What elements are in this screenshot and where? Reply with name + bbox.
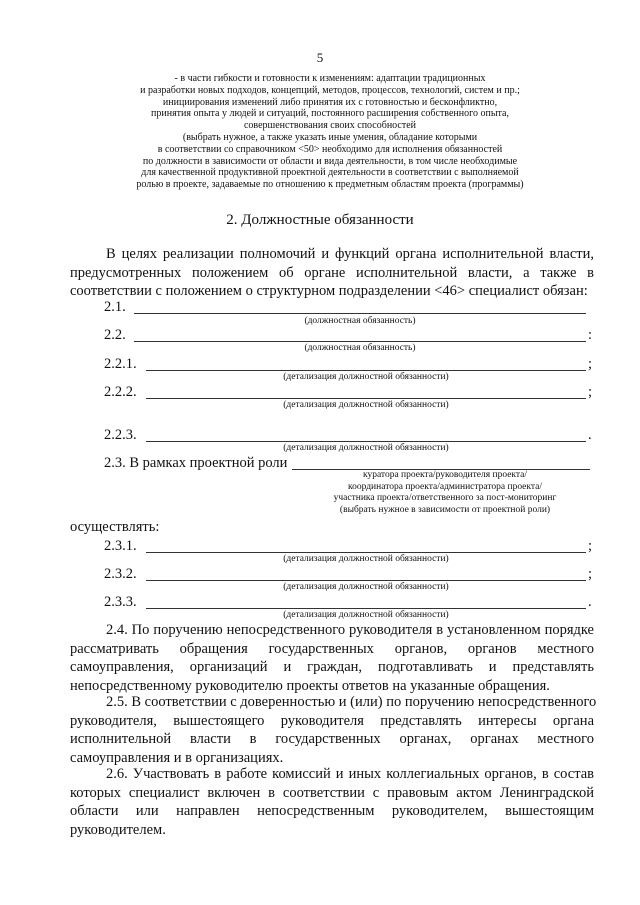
sub-duty-end-mark: ; <box>588 566 593 582</box>
role-options <box>300 470 590 516</box>
note-line: совершенствования своих способностей <box>243 120 417 132</box>
duty-blank-line <box>146 370 586 371</box>
paragraph-2-6 <box>70 765 594 839</box>
duty-caption: (детализация должностной обязанности) <box>283 372 449 382</box>
para-line: области или направлен непосредственным руководителем, вышестоящим <box>70 803 594 819</box>
note-line: и разработки новых подходов, концепций, методов, процессов, технологий, систем и пр.; <box>140 84 520 96</box>
role-item-text: 2.3. В рамках проектной роли <box>104 455 288 471</box>
duty-blank-line <box>146 441 586 442</box>
role-option: куратора проекта/руководителя проекта/ <box>362 470 528 480</box>
sub-duty-number: 2.3.3. <box>104 594 137 610</box>
section-title: 2. Должностные обязанности <box>226 212 414 228</box>
duty-caption: (должностная обязанность) <box>304 316 416 326</box>
role-option: координатора проекта/администратора проекта/ <box>347 481 543 492</box>
intro-paragraph <box>70 245 594 301</box>
role-continuation: осуществлять: <box>70 519 160 535</box>
para-line: которых специалист включен в соответствии с правовым актом Ленинградской <box>70 784 594 801</box>
para-line: непосредственному руководителю проекты ответов на указанные обращения. <box>70 677 550 694</box>
para-line: руководителя, вышестоящего руководителя представлять интересы органа <box>70 712 594 729</box>
sub-duty-blank-line <box>146 608 586 609</box>
duty-blank-line <box>134 341 586 342</box>
sub-duty-caption: (детализация должностной обязанности) <box>283 554 449 564</box>
duty-blank-line <box>134 313 586 314</box>
duty-number: 2.2.1. <box>104 356 137 372</box>
role-option: участника проекта/ответственного за пост-мониторинг <box>333 493 557 503</box>
para-line: самоуправления и в организациях. <box>70 749 284 766</box>
sub-duty-number: 2.3.2. <box>104 566 137 582</box>
para-line: рассматривать обращения государственных органов, органов местного <box>70 640 594 657</box>
paragraph-2-4 <box>70 621 594 695</box>
duty-blank-line <box>146 398 586 399</box>
note-line: в соответствии со справочником <50> необходимо для исполнения обязанностей <box>157 143 503 155</box>
sub-duty-number: 2.3.1. <box>104 538 137 554</box>
para-line: самоуправления, организаций и граждан, подготавливать и представлять <box>70 659 594 675</box>
para-line: руководителем. <box>70 821 166 838</box>
note-line: принятия опыта у людей и ситуаций, постоянного расширения собственного опыта, <box>151 108 509 120</box>
para-line: 2.4. По поручению непосредственного руководителя в установленном порядке <box>106 622 594 638</box>
duty-caption: (детализация должностной обязанности) <box>283 400 449 410</box>
duty-end-mark: . <box>588 427 592 443</box>
duty-end-mark: ; <box>588 384 593 400</box>
duty-number: 2.1. <box>104 299 126 315</box>
duty-caption: (детализация должностной обязанности) <box>283 443 449 453</box>
duty-end-mark: : <box>588 327 593 343</box>
intro-line: В целях реализации полномочий и функций органа исполнительной власти, <box>106 246 594 262</box>
note-line: ролью в проекте, задаваемые по отношению к предметным областям проекта (программы) <box>136 179 524 191</box>
sub-duty-end-mark: ; <box>588 538 593 554</box>
sub-duty-blank-line <box>146 552 586 553</box>
sub-duty-caption: (детализация должностной обязанности) <box>283 610 449 620</box>
page-number: 5 <box>316 50 324 65</box>
note-line: для качественной продуктивной проектной деятельности в соответствии с выполняемой <box>141 167 519 179</box>
role-option: (выбрать нужное в зависимости от проектной роли) <box>339 504 551 515</box>
para-line: 2.5. В соответствии с доверенностью и (или) по поручению непосредственного <box>106 694 597 710</box>
para-line: исполнительной власти в государственных органах, органах местного <box>70 731 594 747</box>
note-line: (выбрать нужное, а также указать иные умения, обладание которыми <box>182 131 478 143</box>
paragraph-2-5 <box>70 693 597 767</box>
skills-note <box>100 73 560 191</box>
duty-end-mark: ; <box>588 356 593 372</box>
duty-caption: (должностная обязанность) <box>304 343 416 353</box>
sub-duty-end-mark: . <box>588 594 592 610</box>
sub-duty-caption: (детализация должностной обязанности) <box>283 582 449 592</box>
para-line: 2.6. Участвовать в работе комиссий и иных коллегиальных органов, в состав <box>106 766 594 782</box>
duty-number: 2.2.3. <box>104 427 137 443</box>
note-line: - в части гибкости и готовности к изменениям: адаптации традиционных <box>174 73 486 84</box>
note-line: по должности в зависимости от области и вида деятельности, в том числе необходимые <box>142 155 518 167</box>
duty-number: 2.2.2. <box>104 384 137 400</box>
intro-line: соответствии с положением о структурном подразделении <46> специалист обязан: <box>70 283 588 299</box>
sub-duty-blank-line <box>146 580 586 581</box>
note-line: инициирования изменений либо принятия их с готовностью и бесконфликтно, <box>162 96 498 108</box>
duty-number: 2.2. <box>104 327 126 343</box>
intro-line: предусмотренных положением об органе исполнительной власти, а также в <box>70 264 594 281</box>
